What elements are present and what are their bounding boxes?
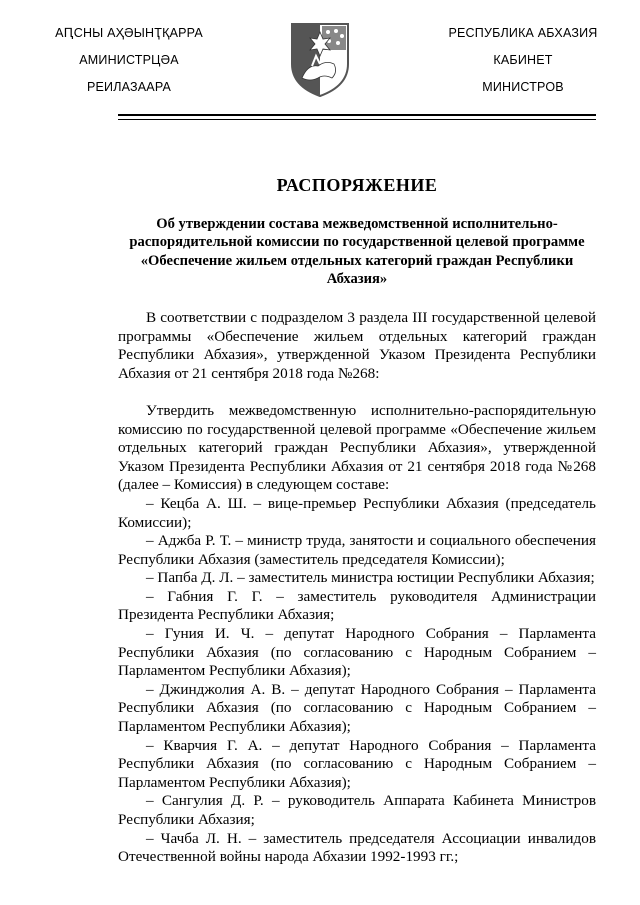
letterhead-left-line: РЕИЛАЗААРА (86, 80, 172, 94)
member-item: – Сангулия Д. Р. – руководитель Аппарата Кабинета Министров Республики Абхазия; (118, 792, 596, 828)
letterhead-left-block (44, 26, 214, 107)
letterhead-right-line: РЕСПУБЛИКА АБХАЗИЯ (448, 26, 598, 40)
coat-of-arms-icon (288, 20, 352, 98)
letterhead-left-line: АМИНИСТРЦӘА (79, 53, 179, 67)
member-item: – Аджба Р. Т. – министр труда, занятости и социального обеспечения Республики Абхазия (заместитель председателя Комиссии); (118, 532, 596, 568)
letterhead-divider-thin (118, 119, 596, 120)
members-list (118, 495, 596, 867)
member-item: – Кецба А. Ш. – вице-премьер Республики Абхазия (председатель Комиссии); (118, 494, 596, 531)
document-title: РАСПОРЯЖЕНИЕ (276, 175, 438, 195)
letterhead (0, 0, 640, 130)
resolution-paragraph: Утвердить межведомственную исполнительно-распорядительную комиссию по государственной целевой программе «Обеспечение жильем отдельных категорий граждан Республики Абхазия», утвержденной Указом Президента Республики Абхазия от 21 сентября 2018 года №268 (далее – Комиссия) в следующем составе: (118, 401, 596, 494)
letterhead-right-line: МИНИСТРОВ (482, 80, 564, 94)
member-item: – Габния Г. Г. – заместитель руководителя Администрации Президента Республики Абхазия; (118, 587, 596, 624)
letterhead-left-line: АԤСНЫ АҲӘЫНҬҚАРРА (55, 26, 203, 40)
member-item: – Кварчия Г. А. – депутат Народного Собрания – Парламента Республики Абхазия (по согласованию с Народным Собранием – Парламентом Республики Абхазия); (118, 736, 596, 791)
paragraph-spacer (118, 383, 596, 402)
letterhead-right-block (438, 26, 608, 107)
letterhead-divider-thick (118, 114, 596, 116)
preamble-paragraph: В соответствии с подразделом 3 раздела III государственной целевой программы «Обеспечение жильем отдельных категорий граждан Республики Абхазия», утвержденной Указом Президента Республики Абхазия от 21 сентября 2018 года №268: (118, 308, 596, 382)
letterhead-right-line: КАБИНЕТ (493, 53, 553, 67)
member-item: – Папба Д. Л. – заместитель министра юстиции Республики Абхазия; (146, 569, 595, 587)
document-subject: Об утверждении состава межведомственной исполнительно-распорядительной комиссии по государственной целевой программе «Обеспечение жильем отдельных категорий граждан Республики Абхазия» (129, 215, 585, 288)
member-item: – Чачба Л. Н. – заместитель председателя Ассоциации инвалидов Отечественной войны народа Абхазии 1992-1993 гг.; (118, 829, 596, 866)
document-body (118, 176, 596, 867)
member-item: – Гуния И. Ч. – депутат Народного Собрания – Парламента Республики Абхазия (по согласованию с Народным Собранием – Парламентом Республики Абхазия); (118, 625, 596, 680)
member-item: – Джинджолия А. В. – депутат Народного Собрания – Парламента Республики Абхазия (по согласованию с Народным Собранием – Парламентом Республики Абхазия); (118, 680, 596, 736)
